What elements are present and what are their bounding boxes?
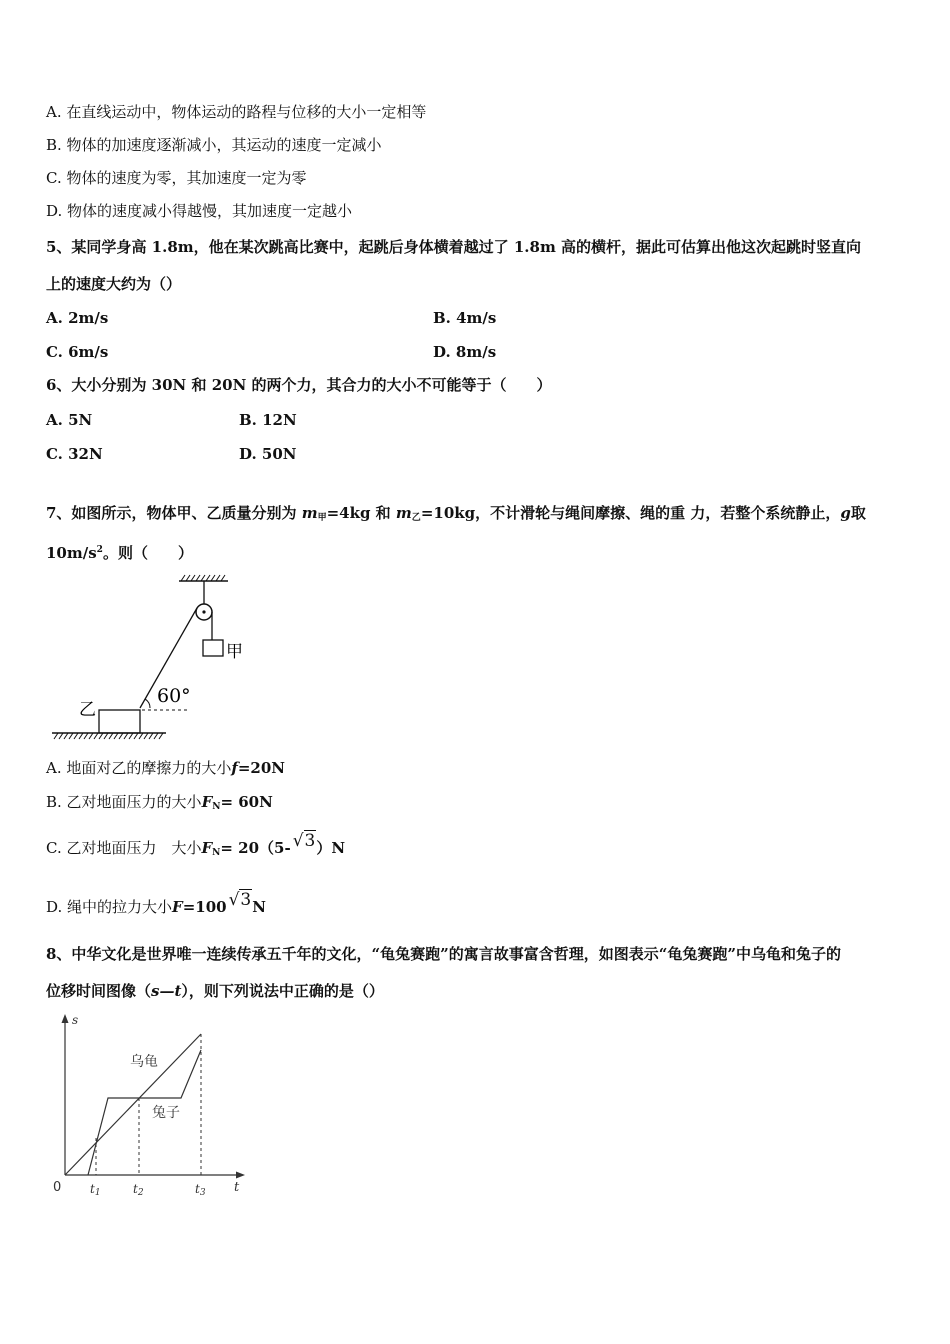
mass-symbol-jia: m bbox=[301, 504, 318, 522]
q4-option-a: A. 在直线运动中，物体运动的路程与位移的大小一定相等 bbox=[46, 103, 427, 121]
mass-symbol-yi: m bbox=[395, 504, 412, 522]
q7-stem-superscript: 2 bbox=[96, 545, 103, 555]
q7-option-a bbox=[46, 758, 285, 778]
q5-option-d: D. 8m/s bbox=[433, 343, 497, 361]
force-subscript-b: N bbox=[212, 802, 221, 812]
s-axis-arrow bbox=[62, 1014, 69, 1023]
t2-label: t2 bbox=[133, 1182, 144, 1198]
q8-stem-line2 bbox=[46, 981, 384, 1001]
q6-option-d: D. 50N bbox=[239, 445, 297, 463]
q7-c-text: C. 乙对地面压力 大小 bbox=[46, 839, 202, 857]
block-jia bbox=[203, 640, 223, 656]
turtle-label: 乌龟 bbox=[130, 1054, 158, 1070]
q7-stem-unit: 10m/s bbox=[46, 544, 97, 562]
q5-stem-line1: 5、某同学身高 1.8m，他在某次跳高比赛中，起跳后身体横着越过了 1.8m 高的横杆，据此可估算出他这次起跳时竖直向 bbox=[46, 238, 862, 256]
q4-option-c: C. 物体的速度为零，其加速度一定为零 bbox=[46, 169, 307, 187]
q5-option-b: B. 4m/s bbox=[433, 309, 497, 327]
s-axis-label: s bbox=[72, 1013, 79, 1027]
q7-option-d bbox=[46, 890, 266, 917]
q7-c-unit: ）N bbox=[316, 839, 346, 857]
block-yi bbox=[99, 710, 140, 733]
q7-stem-line1 bbox=[46, 503, 866, 528]
force-symbol-c: F bbox=[201, 839, 213, 857]
q8-stem-line1: 8、中华文化是世界唯一连续传承五千年的文化，“龟兔赛跑”的寓言故事富含哲理，如图表示“龟兔赛跑”中乌龟和兔子的 bbox=[46, 945, 841, 963]
q7-b-text: B. 乙对地面压力的大小 bbox=[46, 793, 202, 811]
angle-label: 60° bbox=[157, 685, 191, 707]
q5-stem-line2: 上的速度大约为（） bbox=[46, 275, 182, 293]
q7-d-unit: N bbox=[252, 898, 266, 916]
mass-subscript-yi: 乙 bbox=[411, 513, 421, 523]
q7-stem-tail: 。则（ ） bbox=[102, 544, 193, 562]
pulley-system-diagram bbox=[46, 574, 256, 746]
pulley-axle bbox=[202, 610, 205, 613]
q7-stem-part1: 7、如图所示，物体甲、乙质量分别为 bbox=[46, 504, 297, 522]
q7-option-c bbox=[46, 831, 346, 863]
q7-c-value: = 20（5- bbox=[220, 839, 291, 857]
label-yi: 乙 bbox=[79, 700, 96, 720]
q7-stem-part2: =4kg 和 bbox=[326, 504, 391, 522]
q5-option-a: A. 2m/s bbox=[46, 309, 109, 327]
q4-option-b: B. 物体的加速度逐渐减小，其运动的速度一定减小 bbox=[46, 136, 382, 154]
q7-option-b bbox=[46, 792, 273, 817]
ground-hatch bbox=[54, 733, 163, 739]
t3-label: t3 bbox=[195, 1182, 206, 1198]
q6-option-b: B. 12N bbox=[239, 411, 297, 429]
q8-stem-part1: 位移时间图像（ bbox=[46, 982, 152, 1000]
force-subscript-c: N bbox=[212, 848, 221, 858]
q6-option-a: A. 5N bbox=[46, 411, 93, 429]
q6-option-c: C. 32N bbox=[46, 445, 103, 463]
origin-label: 0 bbox=[53, 1180, 62, 1195]
ceiling-hatch bbox=[181, 575, 225, 581]
q5-option-c: C. 6m/s bbox=[46, 343, 109, 361]
q4-option-d: D. 物体的速度减小得越慢，其加速度一定越小 bbox=[46, 202, 353, 220]
q7-stem-part4: 取 bbox=[850, 504, 866, 522]
rabbit-label: 兔子 bbox=[152, 1105, 180, 1121]
q7-d-text: D. 绳中的拉力大小 bbox=[46, 898, 173, 916]
q7-a-value: =20N bbox=[237, 759, 285, 777]
sqrt-symbol-c: √3 bbox=[292, 831, 316, 851]
label-jia: 甲 bbox=[226, 642, 243, 662]
q7-a-text: A. 地面对乙的摩擦力的大小 bbox=[46, 759, 232, 777]
force-symbol-b: F bbox=[201, 793, 213, 811]
sqrt-symbol-d: √3 bbox=[228, 890, 252, 910]
mass-subscript-jia: 甲 bbox=[317, 513, 327, 523]
q8-stem-st: s—t bbox=[151, 982, 182, 1000]
force-symbol-d: F bbox=[172, 898, 183, 916]
q6-stem: 6、大小分别为 30N 和 20N 的两个力，其合力的大小不可能等于（ ） bbox=[46, 376, 552, 394]
t-axis-arrow bbox=[236, 1172, 245, 1179]
q7-d-value: =100 bbox=[182, 898, 227, 916]
st-graph bbox=[46, 1010, 256, 1202]
q7-stem-part3: =10kg，不计滑轮与绳间摩擦、绳的重 力，若整个系统静止， bbox=[420, 504, 841, 522]
t1-label: t1 bbox=[90, 1182, 101, 1198]
friction-symbol: f bbox=[231, 759, 238, 777]
t-axis-label: t bbox=[234, 1180, 240, 1195]
q8-stem-part2: ），则下列说法中正确的是（） bbox=[181, 982, 384, 1000]
q7-b-value: = 60N bbox=[220, 793, 273, 811]
angle-arc bbox=[145, 699, 150, 708]
q7-stem-line2 bbox=[46, 540, 193, 563]
gravity-symbol: g bbox=[840, 504, 851, 522]
